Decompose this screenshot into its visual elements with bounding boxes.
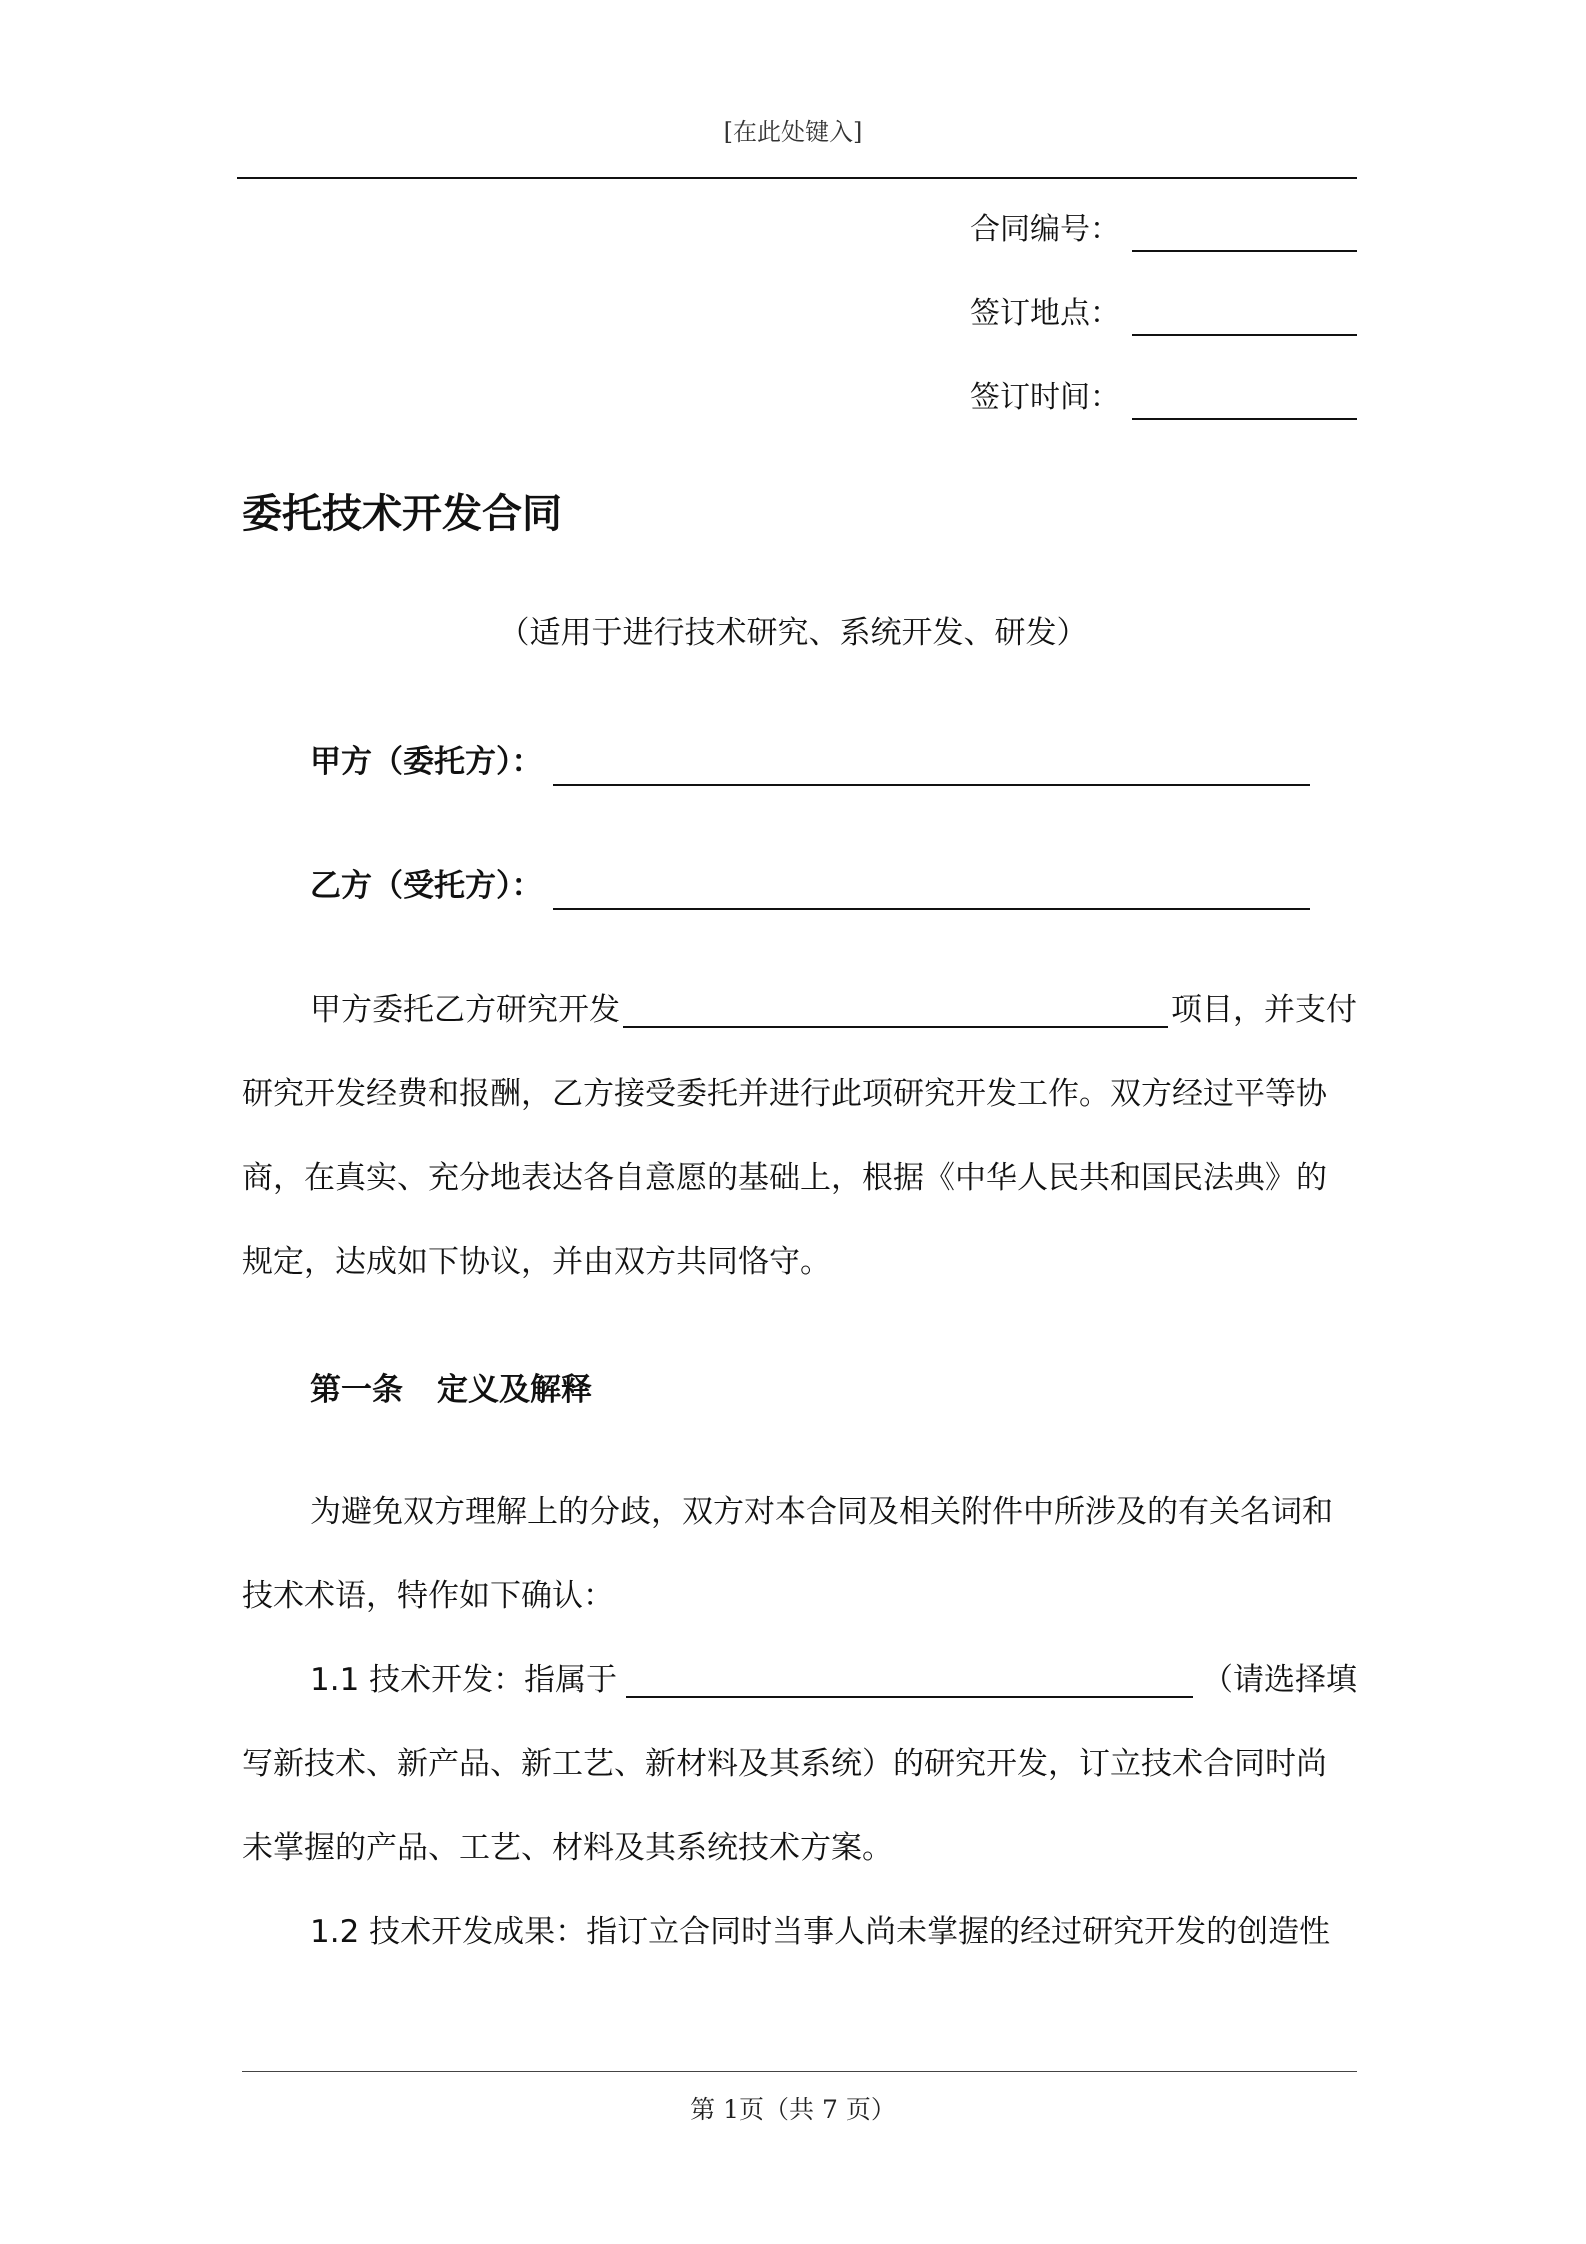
party-a-label: 甲方（委托方）： [310, 744, 543, 780]
article-1-heading [310, 1366, 592, 1414]
party-b-row [310, 862, 1310, 910]
footer-divider [242, 2071, 1357, 2072]
tech-category-field[interactable] [626, 1656, 1193, 1698]
contract-number-row [970, 208, 1357, 252]
preamble-line-1-start: 甲方委托乙方研究开发 [310, 992, 620, 1028]
sign-time-label: 签订时间： [970, 380, 1120, 415]
document-subtitle: （适用于进行技术研究、系统开发、研发） [498, 615, 1088, 651]
article-1-intro-line-2: 技术术语，特作如下确认： [242, 1578, 614, 1614]
party-a-row [310, 738, 1310, 786]
contract-number-field[interactable] [1132, 210, 1357, 252]
party-b-field[interactable] [553, 866, 1310, 910]
preamble-line-3: 商，在真实、充分地表达各自意愿的基础上，根据《中华人民共和国民法典》的 [242, 1160, 1327, 1196]
item-1-1-line-1 [310, 1656, 1357, 1704]
party-b-label: 乙方（受托方）： [310, 868, 543, 904]
contract-number-label: 合同编号： [970, 212, 1120, 247]
sign-place-field[interactable] [1132, 294, 1357, 336]
sign-time-field[interactable] [1132, 378, 1357, 420]
page-number: 第 1页（共 7 页） [690, 2095, 896, 2124]
preamble-line-4: 规定，达成如下协议，并由双方共同恪守。 [242, 1244, 831, 1280]
sign-place-row [970, 292, 1357, 336]
item-1-1-start: 1.1 技术开发：指属于 [310, 1662, 618, 1698]
project-name-field[interactable] [623, 986, 1168, 1028]
article-1-intro-line-1: 为避免双方理解上的分歧，双方对本合同及相关附件中所涉及的有关名词和 [310, 1494, 1333, 1530]
header-placeholder[interactable]: [在此处键入] [723, 118, 863, 146]
document-title: 委托技术开发合同 [242, 491, 562, 537]
preamble-line-2: 研究开发经费和报酬，乙方接受委托并进行此项研究开发工作。双方经过平等协 [242, 1076, 1327, 1112]
party-a-field[interactable] [553, 742, 1310, 786]
item-1-1-line-3: 未掌握的产品、工艺、材料及其系统技术方案。 [242, 1830, 893, 1866]
header-divider [237, 177, 1357, 179]
sign-time-row [970, 376, 1357, 420]
item-1-1-end: （请选择填 [1202, 1662, 1357, 1698]
article-1-number: 第一条 [310, 1372, 403, 1408]
article-1-title: 定义及解释 [437, 1372, 592, 1408]
item-1-1-line-2: 写新技术、新产品、新工艺、新材料及其系统）的研究开发，订立技术合同时尚 [242, 1746, 1327, 1782]
item-1-2-line-1: 1.2 技术开发成果：指订立合同时当事人尚未掌握的经过研究开发的创造性 [310, 1914, 1331, 1950]
preamble-line-1-end: 项目，并支付 [1171, 992, 1357, 1028]
sign-place-label: 签订地点： [970, 296, 1120, 331]
preamble-line-1 [310, 986, 1357, 1034]
